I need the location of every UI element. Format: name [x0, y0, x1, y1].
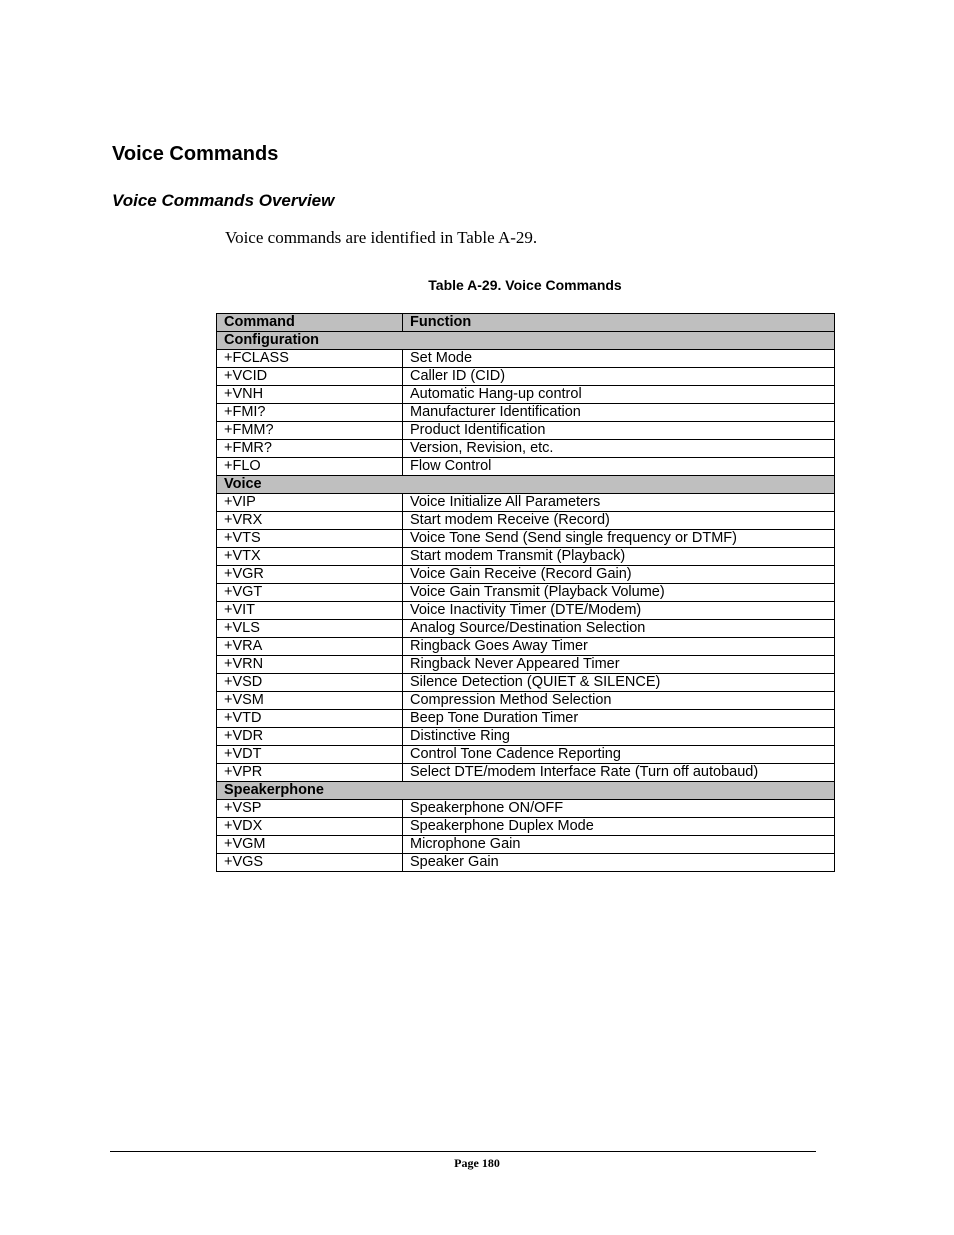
command-cell: +VPR	[217, 764, 403, 782]
function-cell: Speaker Gain	[403, 854, 835, 872]
table-header-row	[217, 314, 835, 332]
footer-divider	[110, 1151, 816, 1152]
column-header-function: Function	[403, 314, 835, 332]
column-header-command: Command	[217, 314, 403, 332]
table-row	[217, 422, 835, 440]
command-cell: +VDR	[217, 728, 403, 746]
section-title: Speakerphone	[217, 782, 835, 800]
function-cell: Voice Gain Transmit (Playback Volume)	[403, 584, 835, 602]
table-row	[217, 602, 835, 620]
command-cell: +VRA	[217, 638, 403, 656]
table-section-row	[217, 476, 835, 494]
section-title: Voice	[217, 476, 835, 494]
command-cell: +FMI?	[217, 404, 403, 422]
table-row	[217, 854, 835, 872]
function-cell: Voice Initialize All Parameters	[403, 494, 835, 512]
command-cell: +VNH	[217, 386, 403, 404]
function-cell: Manufacturer Identification	[403, 404, 835, 422]
command-cell: +VGT	[217, 584, 403, 602]
table-row	[217, 710, 835, 728]
function-cell: Control Tone Cadence Reporting	[403, 746, 835, 764]
table-row	[217, 818, 835, 836]
command-cell: +VSM	[217, 692, 403, 710]
command-cell: +VSD	[217, 674, 403, 692]
command-cell: +FMM?	[217, 422, 403, 440]
function-cell: Start modem Receive (Record)	[403, 512, 835, 530]
function-cell: Version, Revision, etc.	[403, 440, 835, 458]
voice-commands-table	[216, 313, 835, 872]
table-row	[217, 800, 835, 818]
table-caption: Table A-29. Voice Commands	[428, 277, 622, 293]
command-cell: +VIP	[217, 494, 403, 512]
function-cell: Automatic Hang-up control	[403, 386, 835, 404]
command-cell: +VSP	[217, 800, 403, 818]
function-cell: Set Mode	[403, 350, 835, 368]
command-cell: +FCLASS	[217, 350, 403, 368]
table-row	[217, 620, 835, 638]
table-body	[217, 332, 835, 872]
table-row	[217, 440, 835, 458]
command-cell: +VGM	[217, 836, 403, 854]
function-cell: Ringback Never Appeared Timer	[403, 656, 835, 674]
function-cell: Speakerphone ON/OFF	[403, 800, 835, 818]
command-cell: +VRX	[217, 512, 403, 530]
function-cell: Product Identification	[403, 422, 835, 440]
table-row	[217, 404, 835, 422]
section-title: Configuration	[217, 332, 835, 350]
table-row	[217, 368, 835, 386]
command-cell: +FLO	[217, 458, 403, 476]
command-cell: +FMR?	[217, 440, 403, 458]
function-cell: Analog Source/Destination Selection	[403, 620, 835, 638]
table-row	[217, 656, 835, 674]
function-cell: Ringback Goes Away Timer	[403, 638, 835, 656]
function-cell: Voice Tone Send (Send single frequency or DTMF)	[403, 530, 835, 548]
page-heading: Voice Commands	[112, 143, 279, 165]
table-row	[217, 494, 835, 512]
table-row	[217, 836, 835, 854]
command-cell: +VIT	[217, 602, 403, 620]
command-cell: +VGS	[217, 854, 403, 872]
table-row	[217, 386, 835, 404]
function-cell: Compression Method Selection	[403, 692, 835, 710]
table-row	[217, 458, 835, 476]
page-number: Page 180	[454, 1156, 500, 1170]
table-row	[217, 548, 835, 566]
table-row	[217, 674, 835, 692]
function-cell: Flow Control	[403, 458, 835, 476]
function-cell: Caller ID (CID)	[403, 368, 835, 386]
function-cell: Beep Tone Duration Timer	[403, 710, 835, 728]
table-row	[217, 350, 835, 368]
command-cell: +VLS	[217, 620, 403, 638]
command-cell: +VTD	[217, 710, 403, 728]
table-section-row	[217, 332, 835, 350]
command-cell: +VRN	[217, 656, 403, 674]
table-row	[217, 638, 835, 656]
function-cell: Silence Detection (QUIET & SILENCE)	[403, 674, 835, 692]
command-cell: +VGR	[217, 566, 403, 584]
command-cell: +VTX	[217, 548, 403, 566]
table-row	[217, 566, 835, 584]
function-cell: Voice Gain Receive (Record Gain)	[403, 566, 835, 584]
function-cell: Voice Inactivity Timer (DTE/Modem)	[403, 602, 835, 620]
table-row	[217, 512, 835, 530]
command-cell: +VTS	[217, 530, 403, 548]
table-row	[217, 728, 835, 746]
table-row	[217, 584, 835, 602]
function-cell: Select DTE/modem Interface Rate (Turn off autobaud)	[403, 764, 835, 782]
command-cell: +VDT	[217, 746, 403, 764]
command-cell: +VDX	[217, 818, 403, 836]
function-cell: Start modem Transmit (Playback)	[403, 548, 835, 566]
function-cell: Speakerphone Duplex Mode	[403, 818, 835, 836]
table-row	[217, 530, 835, 548]
table-row	[217, 692, 835, 710]
intro-paragraph: Voice commands are identified in Table A-29.	[225, 228, 538, 247]
section-subheading: Voice Commands Overview	[112, 191, 335, 210]
table-section-row	[217, 782, 835, 800]
command-cell: +VCID	[217, 368, 403, 386]
function-cell: Microphone Gain	[403, 836, 835, 854]
table-row	[217, 746, 835, 764]
table-row	[217, 764, 835, 782]
function-cell: Distinctive Ring	[403, 728, 835, 746]
